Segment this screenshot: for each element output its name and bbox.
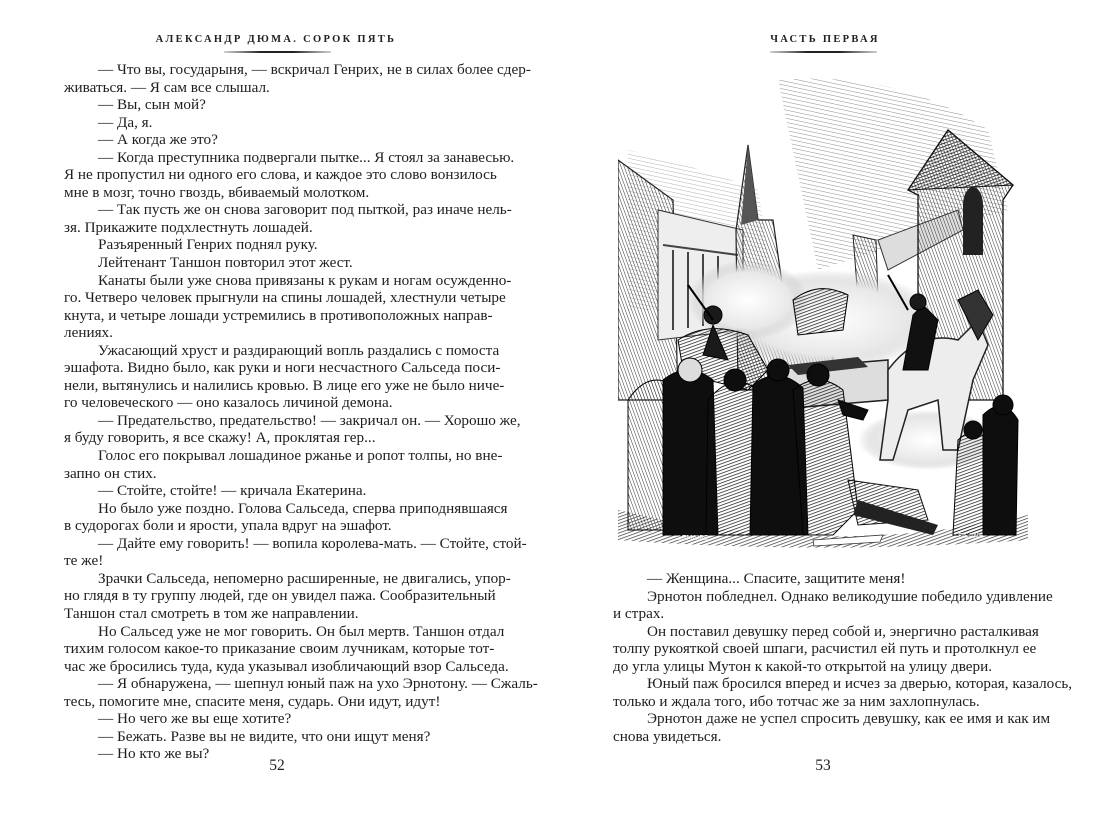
text-line: кнута, и четыре лошади устремились в противоположных направ- [64,306,493,324]
text-line: — А когда же это? [98,131,218,149]
text-line: Ужасающий хруст и раздирающий вопль раздались с помоста [98,341,500,359]
text-line: — Так пусть же он снова заговорит под пыткой, раз иначе нель- [98,201,512,219]
text-line: Эрнотон даже не успел спросить девушку, как ее имя и как им [647,710,1051,728]
text-line: запно он стих. [64,464,157,482]
text-line: — Дайте ему говорить! — вопила королева-мать. — Стойте, стой- [98,534,527,552]
text-line: тихим голосом какое-то приказание своим лучникам, которые тот- [64,640,495,658]
text-line: — Но кто же вы? [98,745,210,763]
text-line: Эрнотон побледнел. Однако великодушие победило удивление [647,587,1053,605]
text-line: живаться. — Я сам все слышал. [64,78,270,96]
text-line: Голос его покрывал лошадиное ржанье и ропот толпы, но вне- [98,447,503,465]
text-line: до угла улицы Мутон к какой-то открытой на улицу двери. [613,657,993,675]
page-number: 53 [815,757,831,774]
text-line: Он поставил девушку перед собой и, энергично расталкивая [647,622,1039,640]
text-line: — Когда преступника подвергали пытке... Я стоял за занавесью. [98,148,515,166]
body-text [613,570,1073,745]
text-line: в судорогах боли и ярости, упала вдруг на эшафот. [64,517,392,535]
engraver-signature-left: LEMAIRE [678,534,709,542]
text-line: я буду говорить, я все скажу! А, проклятая гер... [64,429,376,447]
text-line: — Предательство, предательство! — закричал он. — Хорошо же, [98,411,521,429]
text-line: — Что вы, государыня, — вскричал Генрих, не в силах более сдер- [98,61,531,78]
text-line: Зрачки Сальседа, непомерно расширенные, не двигались, упор- [98,569,511,587]
right-page [550,0,1100,825]
header-rule [770,51,877,53]
engraver-signature-right: FISANE [958,532,984,540]
text-line: снова увидеться. [613,727,722,745]
illustration-engraving [618,70,1028,550]
text-line: — Бежать. Разве вы не видите, что они ищут меня? [98,727,431,745]
text-line: Канаты были уже снова привязаны к рукам и ногам осужденно- [98,271,512,289]
text-line: нели, вытянулись и налились кровью. В лице его уже не было ниче- [64,376,505,394]
text-line: но глядя в ту группу людей, где он увидел пажа. Сообразительный [64,587,496,605]
text-line: лениях. [64,324,113,342]
text-line: Лейтенант Таншон повторил этот жест. [98,254,353,272]
page-number: 52 [269,757,285,774]
text-line: тесь, помогите мне, спасите меня, сударь. Они идут, идут! [64,692,441,710]
text-line: — Да, я. [98,113,153,131]
text-line: го. Четверо человек прыгнули на спины лошадей, хлестнули четыре [64,289,506,307]
header-rule [224,51,331,53]
text-line: го человеческого — оно казалось личиной демона. [64,394,393,412]
text-line: только и ждала того, ибо тотчас же за ним захлопнулась. [613,692,980,710]
text-line: эшафота. Видно было, как руки и ноги несчастного Сальседа поси- [64,359,501,377]
text-line: час же бросились туда, куда указывал изобличающий взор Сальседа. [64,657,509,675]
text-line: Но Сальсед уже не мог говорить. Он был мертв. Таншон отдал [98,622,505,640]
text-line: зя. Прикажите подхлестнуть лошадей. [64,218,313,236]
body-text [64,61,538,763]
text-line: и страх. [613,605,665,623]
running-head: АЛЕКСАНДР ДЮМА. СОРОК ПЯТЬ [155,34,397,45]
text-line: — Но чего же вы еще хотите? [98,710,292,728]
text-line: — Вы, сын мой? [98,96,206,114]
text-line: Но было уже поздно. Голова Сальседа, сперва приподнявшаяся [98,499,508,517]
text-line: — Я обнаружена, — шепнул юный паж на ухо Эрнотону. — Сжаль- [98,675,538,693]
text-line: толпу рукояткой своей шпаги, расчистил ей путь и протолкнул ее [613,640,1037,658]
text-line: Юный паж бросился вперед и исчез за дверью, которая, казалось, [647,675,1073,693]
running-head: ЧАСТЬ ПЕРВАЯ [770,34,880,45]
text-line: Таншон стал смотреть в том же направлении. [64,604,359,622]
text-line: — Стойте, стойте! — кричала Екатерина. [98,482,367,500]
text-line: мне в мозг, точно гвоздь, вбиваемый молотком. [64,183,370,201]
text-line: Разъяренный Генрих поднял руку. [98,236,318,254]
text-line: те же! [64,552,104,570]
text-line: Я не пропустил ни одного его слова, и каждое это слово вонзилось [64,166,497,184]
text-line: — Женщина... Спасите, защитите меня! [647,570,906,587]
